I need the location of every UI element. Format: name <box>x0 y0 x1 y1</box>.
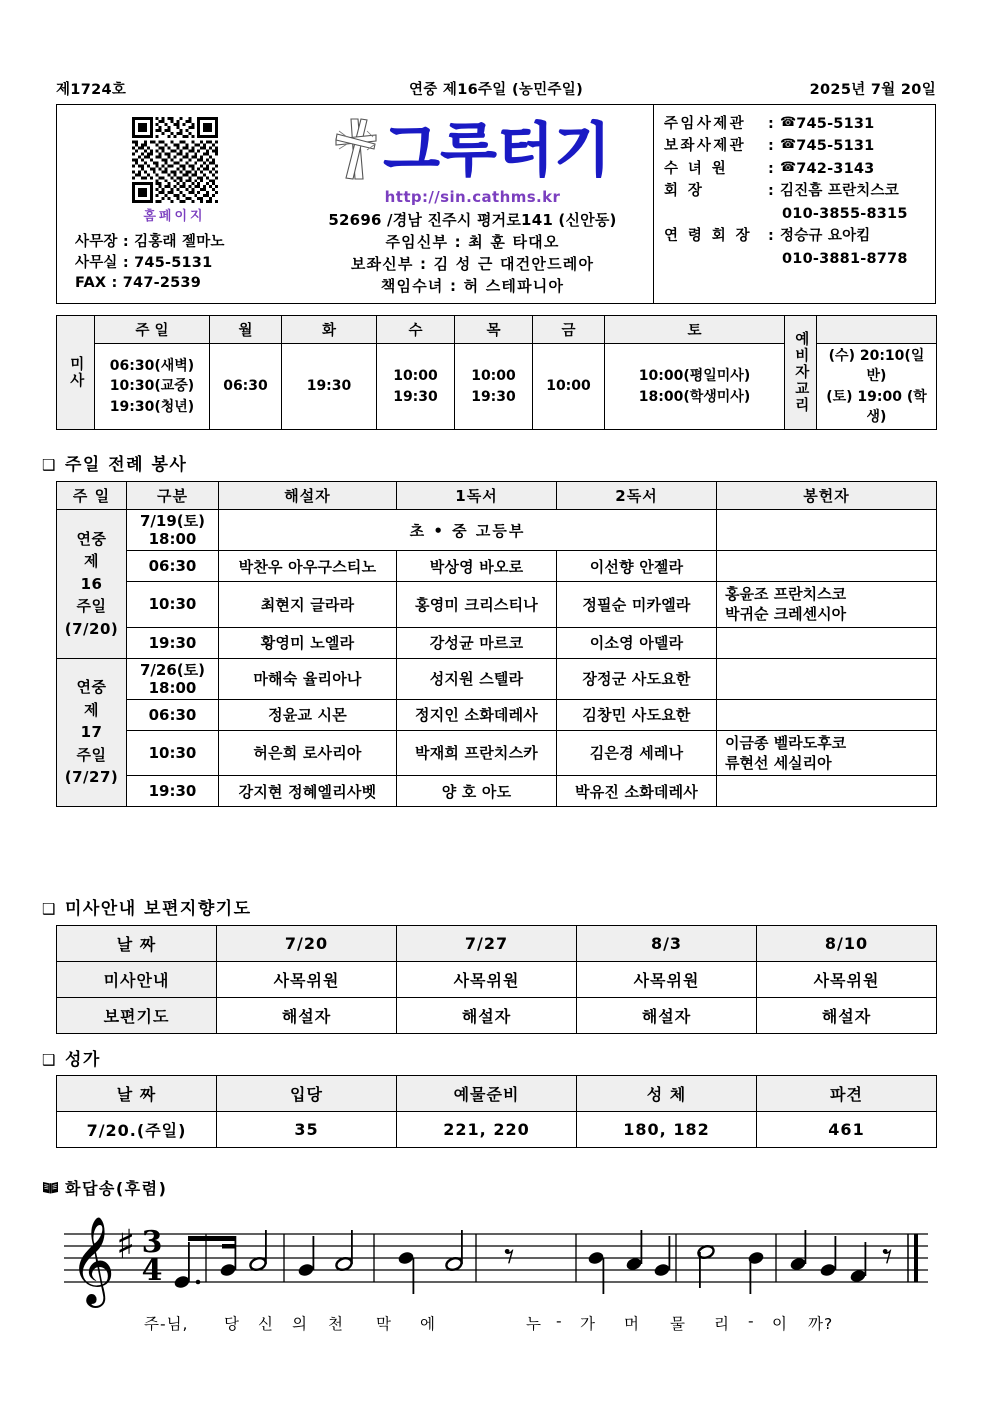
hymn-col-entrance: 입당 <box>217 1076 397 1112</box>
quarter-rest-icon: 𝄾 <box>504 1234 515 1280</box>
lit-time <box>127 510 219 551</box>
masthead-left <box>57 105 292 303</box>
bulletin-date: 2025년 7월 20일 <box>809 82 936 98</box>
website-url[interactable]: http://sin.cathms.kr <box>384 188 561 206</box>
quarter-rest-icon-2: 𝄾 <box>882 1234 893 1280</box>
lit-time-date: 7/26(토) <box>140 660 205 679</box>
liturgical-title: 연중 제16주일 (농민주일) <box>408 82 584 98</box>
table-row <box>57 510 937 551</box>
lit-offertory <box>717 699 937 730</box>
lit-time <box>127 658 219 699</box>
ann-row-header-prayer: 보편기도 <box>57 998 217 1034</box>
lyric-syllable: - <box>748 1312 755 1330</box>
hymn-section-title: 성가 <box>64 1050 101 1070</box>
contact-label: 보좌사제관 <box>664 138 747 155</box>
ann-guide-1: 사목위원 <box>217 962 397 998</box>
telephone-icon: ☎ <box>780 115 797 130</box>
mass-col-thu: 목 <box>455 316 533 344</box>
hymn-col-communion: 성 체 <box>577 1076 757 1112</box>
catechumen-times: (수) 20:10(일반) (토) 19:00 (학생) <box>817 344 937 430</box>
lit-offertory: 홍윤조 프란치스코 박귀순 크레센시아 <box>717 582 937 628</box>
contact-row-assistant-rectory: 보좌사제관 : ☎ 745-5131 <box>664 135 929 157</box>
lyric-syllable: 까? <box>808 1315 834 1333</box>
hymn-recessional: 461 <box>757 1112 937 1148</box>
contact-label: 연 령 회 장 <box>664 228 752 245</box>
section-bullet-icon: ❑ <box>42 456 57 474</box>
lit-reading2: 정필순 미카엘라 <box>557 582 717 628</box>
table-row <box>57 658 937 699</box>
church-address: 52696 /경남 진주시 평거로141 (신안동) <box>328 211 617 229</box>
hymn-date: 7/20.(주일) <box>57 1112 217 1148</box>
lit-offertory <box>717 776 937 807</box>
lyric-syllable: 천 <box>328 1315 344 1333</box>
svg-text:𝄞: 𝄞 <box>70 1215 115 1304</box>
lyric-syllable: 물 <box>670 1315 686 1333</box>
masthead-contacts <box>653 105 935 303</box>
telephone-icon: ☎ <box>780 137 797 153</box>
office-contact-block <box>61 232 288 294</box>
lit-time: 06:30 <box>127 699 219 730</box>
mass-time-mon: 06:30 <box>210 344 282 430</box>
lyric-syllable: 리 <box>714 1315 730 1333</box>
mass-col-fri: 금 <box>533 316 605 344</box>
mass-col-mon: 월 <box>210 316 282 344</box>
lit-reading2: 김은경 세레나 <box>557 730 717 776</box>
lit-time: 19:30 <box>127 627 219 658</box>
ann-date-3: 8/3 <box>577 926 757 962</box>
note-group <box>173 1230 893 1294</box>
table-row <box>57 551 937 582</box>
cross-logo-icon <box>333 117 379 183</box>
contact-value: 정승규 요아킴 <box>780 228 871 245</box>
contact-value: 김진흠 프란치스코 <box>780 183 899 200</box>
table-row <box>57 998 937 1034</box>
mass-col-sunday: 주 일 <box>95 316 210 344</box>
contact-value: 745-5131 <box>796 138 875 155</box>
section-bullet-icon: ❑ <box>42 1051 57 1069</box>
table-row <box>57 1112 937 1148</box>
lyric-syllable: 당 <box>224 1315 240 1333</box>
lit-commentator: 정윤교 시몬 <box>219 699 397 730</box>
section-bullet-icon: ❑ <box>42 900 57 918</box>
assistant-pastor-name: 보좌신부 : 김 성 근 대건안드레아 <box>350 255 595 273</box>
lit-offertory <box>717 551 937 582</box>
mass-schedule-table <box>56 315 937 430</box>
lit-reading1: 양 호 아도 <box>397 776 557 807</box>
contact-label: 주임사제관 <box>664 116 747 132</box>
mass-time-sunday: 06:30(새벽) 10:30(교중) 19:30(청년) <box>95 344 210 430</box>
lit-offertory: 이금종 벨라도후코 류현선 세실리아 <box>717 730 937 776</box>
lit-reading1: 홍영미 크리스티나 <box>397 582 557 628</box>
time-signature <box>142 1225 163 1288</box>
lyric-syllable: 신 <box>258 1315 274 1333</box>
office-phone: 사무실 : 745-5131 <box>75 254 213 271</box>
contact-label: 회 장 <box>664 183 705 200</box>
ann-prayer-4: 해설자 <box>757 998 937 1034</box>
lit-reading2: 장정군 사도요한 <box>557 658 717 699</box>
table-row <box>57 699 937 730</box>
table-row <box>57 730 937 776</box>
lit-commentator: 최현지 글라라 <box>219 582 397 628</box>
masthead-center <box>292 105 653 303</box>
lit-time-clock: 18:00 <box>148 678 197 697</box>
open-book-icon <box>42 1180 59 1195</box>
catechumen-label: 예비자교리 <box>785 316 817 430</box>
lit-offertory <box>717 658 937 699</box>
hymn-offertory: 221, 220 <box>397 1112 577 1148</box>
contact-value: 742-3143 <box>796 160 875 177</box>
contact-value: 745-5131 <box>796 116 875 132</box>
lyric-syllable: 누 <box>526 1315 542 1333</box>
mass-time-tue: 19:30 <box>282 344 377 430</box>
mass-row-label: 미사 <box>57 316 95 430</box>
contact-label: 수 녀 원 <box>664 160 729 177</box>
homepage-label: 홈페이지 <box>143 209 206 224</box>
table-row <box>57 627 937 658</box>
ann-row-header-guide: 미사안내 <box>57 962 217 998</box>
telephone-icon: ☎ <box>780 159 797 175</box>
hymn-table <box>56 1075 937 1148</box>
lit-reading1: 성지원 스텔라 <box>397 658 557 699</box>
mass-time-thu: 10:00 19:30 <box>455 344 533 430</box>
ann-row-header-date: 날 짜 <box>57 926 217 962</box>
lit-col-offertory: 봉헌자 <box>717 482 937 510</box>
table-row <box>57 962 937 998</box>
lit-commentator: 박찬우 아우구스티노 <box>219 551 397 582</box>
liturgy-section-title: 주일 전례 봉사 <box>64 455 188 475</box>
lit-offertory <box>717 510 937 551</box>
ann-date-4: 8/10 <box>757 926 937 962</box>
ann-date-1: 7/20 <box>217 926 397 962</box>
mass-time-wed: 10:00 19:30 <box>377 344 455 430</box>
mass-col-tue: 화 <box>282 316 377 344</box>
president-mobile: 010-3855-8315 <box>782 205 908 222</box>
hymn-col-recessional: 파견 <box>757 1076 937 1112</box>
liturgy-section-heading <box>42 450 187 475</box>
ann-guide-4: 사목위원 <box>757 962 937 998</box>
hymn-entrance: 35 <box>217 1112 397 1148</box>
office-manager: 사무장 : 김홍래 젤마노 <box>75 234 225 250</box>
mass-col-wed: 수 <box>377 316 455 344</box>
lit-reading1: 박재희 프란치스카 <box>397 730 557 776</box>
ann-prayer-1: 해설자 <box>217 998 397 1034</box>
hymn-communion: 180, 182 <box>577 1112 757 1148</box>
pastor-name: 주임신부 : 최 훈 타대오 <box>385 233 560 251</box>
lit-time: 10:30 <box>127 730 219 776</box>
week-label-17: 연중 제 17 주일 (7/27) <box>57 658 127 807</box>
mass-time-sat: 10:00(평일미사) 18:00(학생미사) <box>605 344 785 430</box>
lit-time: 10:30 <box>127 582 219 628</box>
announcement-section-title: 미사안내 보편지향기도 <box>64 899 252 919</box>
contact-row-rectory: 주임사제관 : ☎ 745-5131 <box>664 113 929 135</box>
lit-time-date: 7/19(토) <box>140 512 205 530</box>
svg-text:♯: ♯ <box>116 1222 136 1268</box>
ann-date-2: 7/27 <box>397 926 577 962</box>
lit-reading1: 정지인 소화데레사 <box>397 699 557 730</box>
bulletin-header <box>56 78 936 100</box>
lit-span-group: 초 • 중 고등부 <box>219 510 717 551</box>
lit-reading2: 박유진 소화데레사 <box>557 776 717 807</box>
age-group-president-mobile: 010-3881-8778 <box>782 250 908 267</box>
announcement-section-heading <box>42 894 252 919</box>
psalm-section-heading <box>42 1176 167 1199</box>
lit-col-reading1: 1독서 <box>397 482 557 510</box>
lit-commentator: 허은희 로사리아 <box>219 730 397 776</box>
lit-commentator: 마해숙 율리아나 <box>219 658 397 699</box>
ann-prayer-2: 해설자 <box>397 998 577 1034</box>
lyric-syllable: 에 <box>420 1315 436 1333</box>
hymn-col-date: 날 짜 <box>57 1076 217 1112</box>
lit-commentator: 황영미 노엘라 <box>219 627 397 658</box>
lit-reading2: 김창민 사도요한 <box>557 699 717 730</box>
lyric-syllable: 가 <box>580 1315 596 1333</box>
svg-text:4: 4 <box>141 1253 163 1288</box>
mass-guide-prayer-table <box>56 925 937 1034</box>
lit-commentator: 강지현 정혜엘리사벳 <box>219 776 397 807</box>
svg-text:3: 3 <box>141 1225 163 1260</box>
ann-guide-2: 사목위원 <box>397 962 577 998</box>
psalm-title: 화답송(후렴) <box>65 1179 168 1198</box>
office-fax: FAX : 747-2539 <box>75 275 201 292</box>
lit-col-sunday: 주 일 <box>57 482 127 510</box>
contact-row-age-group-president: 연 령 회 장 : 정승규 요아킴 <box>664 225 929 247</box>
contact-row-president: 회 장 : 김진흠 프란치스코 <box>664 180 929 202</box>
masthead-box <box>56 104 936 304</box>
lit-col-division: 구분 <box>127 482 219 510</box>
bulletin-brand-title: 그루터기 <box>383 116 612 184</box>
lyric-syllable: 막 <box>376 1315 392 1333</box>
lit-reading1: 박상영 바오로 <box>397 551 557 582</box>
lit-time: 19:30 <box>127 776 219 807</box>
lit-col-commentator: 해설자 <box>219 482 397 510</box>
table-row <box>57 582 937 628</box>
contact-row-convent: 수 녀 원 : ☎ 742-3143 <box>664 158 929 180</box>
brand-row <box>292 113 653 187</box>
liturgy-service-table <box>56 481 937 807</box>
lyric-syllable: 이 <box>772 1315 788 1333</box>
key-signature-sharp <box>116 1222 135 1268</box>
ann-guide-3: 사목위원 <box>577 962 757 998</box>
lit-offertory <box>717 627 937 658</box>
lyric-syllable: 의 <box>292 1315 308 1333</box>
psalm-lyrics <box>56 1312 936 1342</box>
lit-reading2: 이선향 안젤라 <box>557 551 717 582</box>
mass-time-fri: 10:00 <box>533 344 605 430</box>
issue-number: 제1724호 <box>56 82 127 98</box>
mass-col-sat: 토 <box>605 316 785 344</box>
lit-reading1: 강성균 마르코 <box>397 627 557 658</box>
lyric-syllable: - <box>556 1312 563 1330</box>
lyric-syllable: 머 <box>624 1315 640 1333</box>
lit-time: 06:30 <box>127 551 219 582</box>
treble-clef-icon <box>70 1215 115 1308</box>
lit-time-clock: 18:00 <box>148 530 197 548</box>
hymn-col-offertory: 예물준비 <box>397 1076 577 1112</box>
week-label-16: 연중 제 16 주일 (7/20) <box>57 510 127 659</box>
table-row <box>57 776 937 807</box>
lit-reading2: 이소영 아델라 <box>557 627 717 658</box>
head-sister-name: 책임수녀 : 허 스테파니아 <box>380 277 565 295</box>
hymn-section-heading <box>42 1045 101 1070</box>
catechumen-header-blank <box>817 316 937 344</box>
qr-code-icon <box>132 117 218 203</box>
ann-prayer-3: 해설자 <box>577 998 757 1034</box>
lyric-syllable: 주-님, <box>144 1315 189 1333</box>
lit-col-reading2: 2독서 <box>557 482 717 510</box>
